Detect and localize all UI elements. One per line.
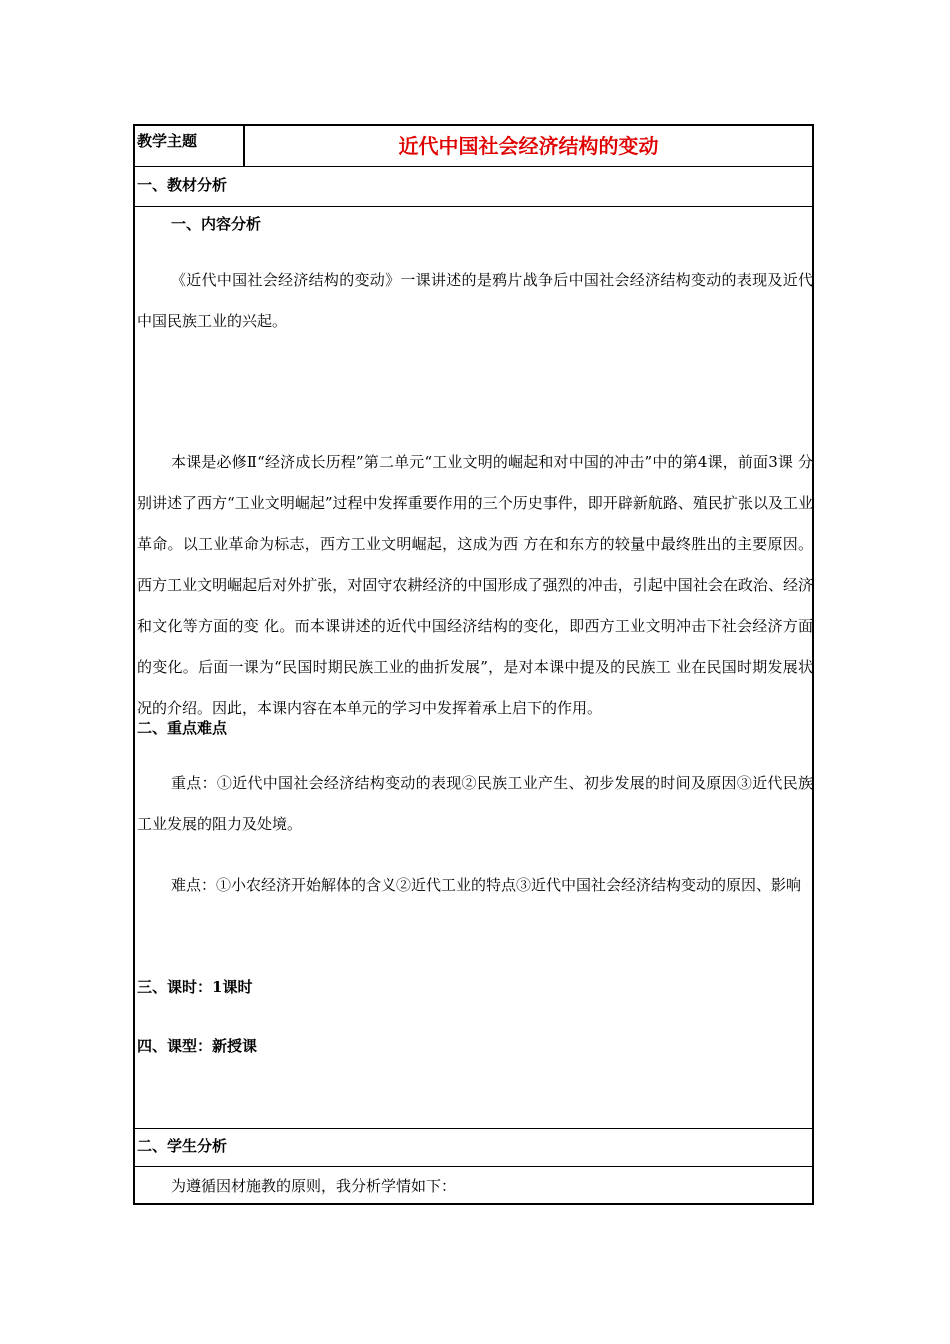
paragraph-overview: 《近代中国社会经济结构的变动》一课讲述的是鸦片战争后中国社会经济结构变动的表现及近代中国民族工业的兴起。 [137,271,813,330]
student-analysis-intro: 为遵循因材施教的原则，我分析学情如下： [171,1177,457,1195]
key-points-heading: 二、重点难点 [137,719,228,737]
title-row [135,126,812,167]
lesson-title: 近代中国社会经济结构的变动 [398,134,659,158]
paragraph-difficulties: 难点：①小农经济开始解体的含义②近代工业的特点③近代中国社会经济结构变动的原因、影响 [171,876,802,894]
paragraph-key-points: 重点：①近代中国社会经济结构变动的表现②民族工业产生、初步发展的时间及原因③近代民族工业发展的阻力及处境。 [137,774,813,833]
lesson-plan-table [133,124,814,1205]
section-heading-students: 二、学生分析 [135,1129,812,1167]
topic-label: 教学主题 [135,126,245,166]
paragraph-context: 本课是必修Ⅱ“经济成长历程”第二单元“工业文明的崛起和对中国的冲击”中的第4课，前面3课 分别讲述了西方“工业文明崛起”过程中发挥重要作用的三个历史事件，即开辟新航路、殖民扩张以及工业革命。以工业革命为标志，西方工业文明崛起，这成为西 方在和东方的较量中最终胜出的主要原因。西方工业文明崛起后对外扩张，对固守农耕经济的中国形成了强烈的冲击，引起中国社会在政治、经济和文化等方面的变 化。而本课讲述的近代中国经济结构的变化，即西方工业文明冲击下社会经济方面的变化。后面一课为“民国时期民族工业的曲折发展”，是对本课中提及的民族工 业在民国时期发展状况的介绍。因此，本课内容在本单元的学习中发挥着承上启下的作用。 [137,453,813,717]
content-analysis-heading: 一、内容分析 [171,215,262,233]
class-hours-heading: 三、课时：1课时 [137,978,253,996]
class-type-heading: 四、课型：新授课 [137,1037,258,1055]
materials-content [135,207,812,1129]
section-heading-materials: 一、教材分析 [135,167,812,207]
